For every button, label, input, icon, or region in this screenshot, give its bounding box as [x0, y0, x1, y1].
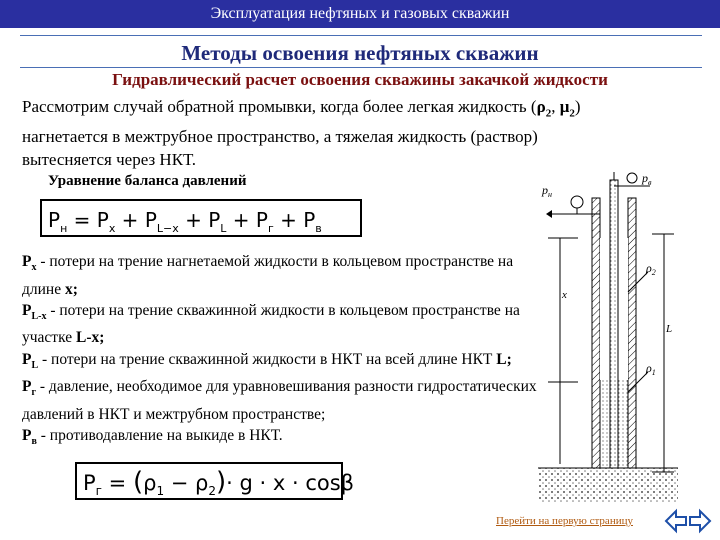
- label-pv: $p_в$: [642, 172, 652, 187]
- inlet-arrow: [546, 210, 552, 218]
- eq-plus: +: [178, 208, 209, 232]
- definitions-list: [22, 251, 542, 453]
- definition-item: [22, 349, 542, 377]
- def-tail: L-x;: [75, 329, 105, 347]
- f-open: (: [132, 467, 144, 497]
- balance-label: Уравнение баланса давлений: [48, 173, 247, 189]
- eq-t2-sub: L−x: [156, 222, 179, 235]
- casing-left: [592, 198, 600, 468]
- f-rho2: ρ: [195, 471, 209, 495]
- f-close: ): [216, 467, 227, 497]
- f-minus: −: [164, 471, 196, 495]
- def-sub: L: [31, 359, 39, 371]
- eq-t3-sub: L: [220, 222, 227, 235]
- def-text: - потери на трение скважинной жидкости в кольцевом пространстве на участке: [22, 301, 520, 347]
- label-x: x: [562, 289, 567, 301]
- def-tail: L;: [496, 350, 512, 368]
- divider-title: [20, 67, 702, 68]
- f-rho2-sub: 2: [208, 484, 217, 499]
- intro-sub-1: 2: [545, 107, 552, 120]
- definition-item: [22, 251, 542, 300]
- def-sub: г: [31, 387, 37, 399]
- ground: [538, 468, 678, 502]
- gauge-right: [627, 173, 637, 183]
- definition-item: [22, 376, 542, 425]
- f-lhs-sub: г: [95, 484, 102, 499]
- section-subtitle: Гидравлический расчет освоения скважины закачкой жидкости: [112, 70, 608, 89]
- eq-lhs-sub: н: [60, 222, 68, 235]
- def-text: - потери на трение нагнетаемой жидкости в кольцевом пространстве на длине: [22, 253, 514, 298]
- f-eq: =: [101, 471, 133, 495]
- intro-text-3: вытесняется через НКТ.: [22, 150, 196, 170]
- def-text: - противодавление на выкиде в НКТ.: [36, 427, 283, 445]
- eq-t2: P: [144, 208, 157, 232]
- intro-paragraph: [22, 95, 712, 171]
- casing-right: [628, 198, 636, 468]
- def-symbol: P: [22, 427, 32, 445]
- f-lhs: P: [83, 471, 96, 495]
- eq-plus: +: [115, 208, 145, 232]
- def-symbol: P: [22, 253, 32, 270]
- pressure-balance-equation: [40, 199, 362, 237]
- definition-item: [22, 300, 542, 349]
- gauge-left: [571, 196, 583, 208]
- hydrostatic-formula: [75, 462, 355, 500]
- eq-plus: +: [273, 208, 304, 232]
- def-sub: в: [31, 436, 37, 448]
- tubing: [610, 180, 618, 468]
- intro-text-1: Рассмотрим случай обратной промывки, когда более легкая жидкость (: [22, 97, 537, 116]
- label-pn: $p_н$: [542, 183, 552, 199]
- def-text: - давление, необходимое для уравновешивания разности гидростатических давлений в НКТ и межтрубном пространстве;: [22, 378, 537, 423]
- label-rho2: $\rho_2$: [646, 261, 656, 277]
- f-rho1-sub: 1: [156, 484, 165, 499]
- well-diagram: [538, 172, 678, 504]
- definition-item: [22, 425, 542, 453]
- eq-t3: P: [208, 208, 221, 232]
- next-arrow-icon: [690, 511, 710, 531]
- eq-t4-sub: г: [267, 222, 274, 235]
- label-rho1: $\rho_1$: [646, 361, 656, 377]
- eq-plus: +: [226, 208, 256, 232]
- eq-equals: =: [67, 208, 97, 232]
- intro-sep: ,: [551, 97, 560, 116]
- intro-rho: ρ: [536, 97, 546, 116]
- intro-sub-2: 2: [569, 107, 575, 120]
- header-title: Эксплуатация нефтяных и газовых скважин: [210, 5, 510, 22]
- def-symbol: P: [22, 301, 32, 319]
- def-text: - потери на трение скважинной жидкости в НКТ на всей длине НКТ: [38, 350, 497, 368]
- first-page-link[interactable]: Перейти на первую страницу: [496, 515, 633, 527]
- def-sub: x: [31, 262, 37, 274]
- eq-t4: P: [255, 208, 268, 232]
- eq-t1: P: [96, 208, 109, 232]
- f-rho1: ρ: [143, 471, 157, 495]
- prev-arrow-icon: [666, 511, 686, 531]
- intro-close: ): [574, 97, 581, 116]
- intro-mu: μ: [559, 97, 570, 116]
- eq-t1-sub: x: [108, 222, 116, 235]
- def-symbol: P: [22, 350, 32, 368]
- def-sub: L-x: [31, 311, 47, 322]
- nav-arrows[interactable]: [664, 508, 712, 534]
- header-bar: [0, 0, 720, 28]
- label-L: L: [666, 323, 673, 335]
- divider-top: [20, 35, 702, 36]
- intro-text-2: нагнетается в межтрубное пространство, а тяжелая жидкость (раствор): [22, 127, 538, 147]
- f-rest: · g · x · cosβ: [226, 471, 355, 495]
- eq-lhs: P: [48, 208, 61, 232]
- eq-t5: P: [303, 208, 316, 232]
- page-title: Методы освоения нефтяных скважин: [181, 41, 539, 65]
- def-symbol: P: [22, 378, 32, 396]
- def-tail: x;: [64, 280, 78, 298]
- eq-t5-sub: в: [315, 222, 322, 235]
